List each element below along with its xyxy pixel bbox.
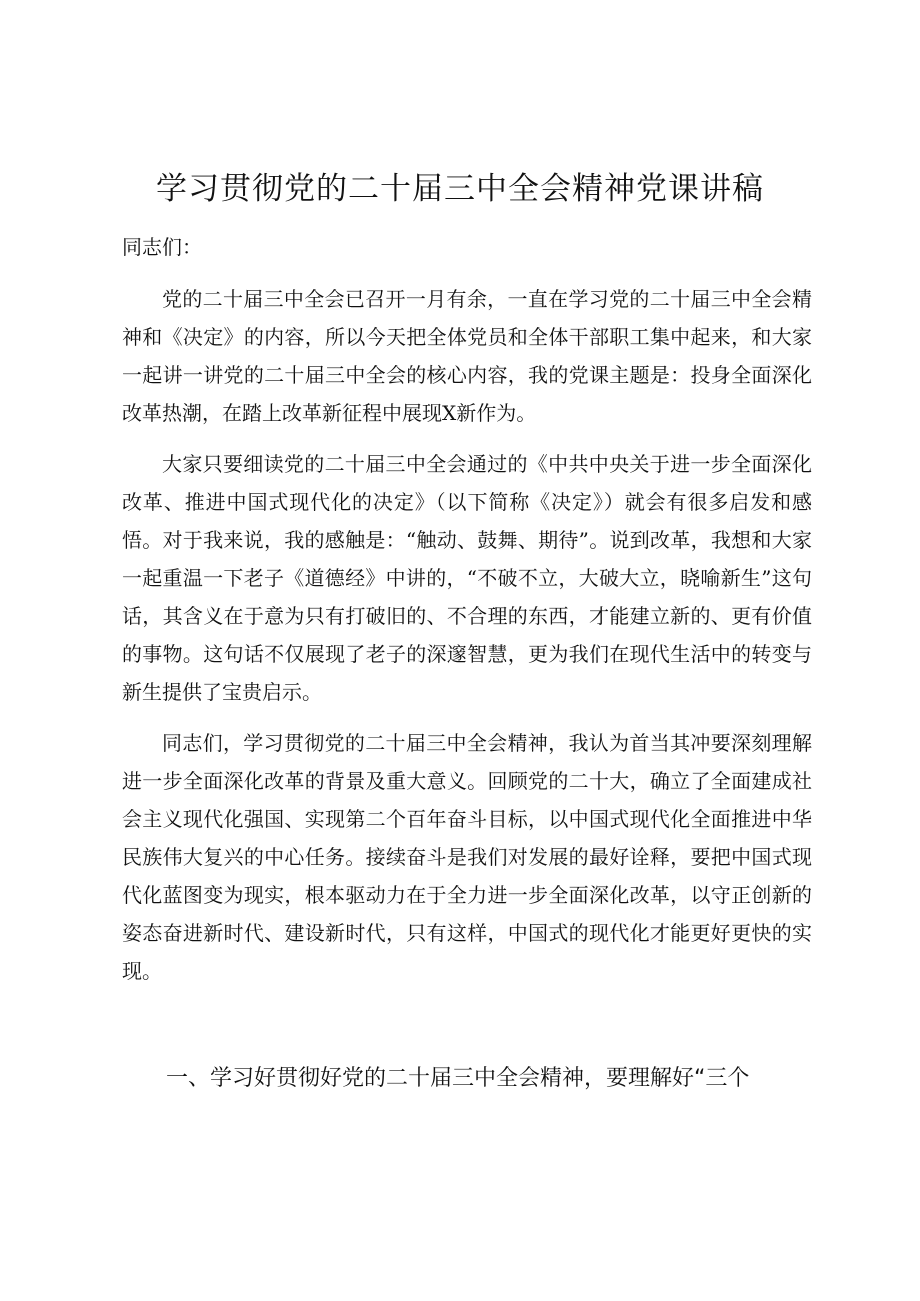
salutation: 同志们：: [122, 235, 202, 259]
document-title: 学习贯彻党的二十届三中全会精神党课讲稿: [156, 171, 764, 207]
paragraph-3: 同志们，学习贯彻党的二十届三中全会精神，我认为首当其冲要深刻理解进一步全面深化改革的背景及重大意义。回顾党的二十大，确立了全面建成社会主义现代化强国、实现第二个百年奋斗目标，以中国式现代化全面推进中华民族伟大复兴的中心任务。接续奋斗是我们对发展的最好诠释，要把中国式现代化蓝图变为现实，根本驱动力在于全力进一步全面深化改革，以守正创新的姿态奋进新时代、建设新时代，只有这样，中国式的现代化才能更好更快的实现。: [122, 731, 812, 983]
paragraph-1: 党的二十届三中全会已召开一月有余，一直在学习党的二十届三中全会精神和《决定》的内容，所以今天把全体党员和全体干部职工集中起来，和大家一起讲一讲党的二十届三中全会的核心内容，我的党课主题是：投身全面深化改革热潮，在踏上改革新征程中展现X新作为。: [122, 287, 812, 425]
section-heading: 一、学习好贯彻好党的二十届三中全会精神，要理解好“三个: [166, 1066, 750, 1091]
paragraph-2: 大家只要细读党的二十届三中全会通过的《中共中央关于进一步全面深化改革、推进中国式现代化的决定》（以下简称《决定》）就会有很多启发和感悟。对于我来说，我的感触是：“触动、鼓舞、期待”。说到改革，我想和大家一起重温一下老子《道德经》中讲的，“不破不立，大破大立，晓喻新生”这句话，其含义在于意为只有打破旧的、不合理的东西，才能建立新的、更有价值的事物。这句话不仅展现了老子的深邃智慧，更为我们在现代生活中的转变与新生提供了宝贵启示。: [122, 452, 812, 704]
document-body: [122, 228, 812, 1003]
